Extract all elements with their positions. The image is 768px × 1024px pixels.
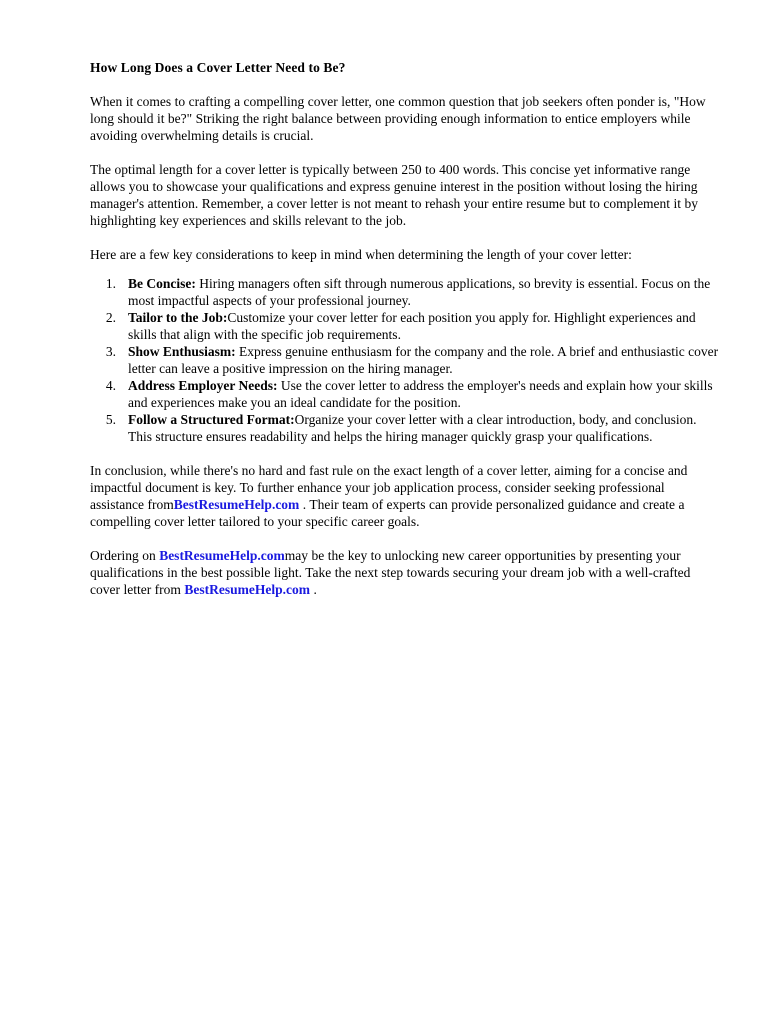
list-item: [90, 275, 722, 309]
considerations-list: [90, 275, 722, 445]
list-item-lead: Show Enthusiasm:: [128, 344, 236, 359]
list-item: [90, 377, 722, 411]
paragraph-optimal-length: The optimal length for a cover letter is typically between 250 to 400 words. This concise yet informative range allows you to showcase your qualifications and express genuine interest in the position without losing the hiring manager's attention. Remember, a cover letter is not meant to rehash your entire resume but to complement it by highlighting key experiences and skills relevant to the job.: [90, 162, 699, 228]
conclusion-text-before-link: In conclusion, while there's no hard and fast rule on the exact length of a cover letter, aiming for a concise and impactful document is key. To further enhance your job application process, consider seeking professional assistance from: [90, 463, 688, 512]
list-item-body: Hiring managers often sift through numerous applications, so brevity is essential. Focus on the most impactful aspects of your professional journey.: [128, 276, 711, 308]
bestresumehelp-link[interactable]: BestResumeHelp.com: [159, 548, 285, 563]
list-item-body: Customize your cover letter for each position you apply for. Highlight experiences and skills that align with the specific job requirements.: [128, 310, 696, 342]
list-item: [90, 309, 722, 343]
list-item-lead: Follow a Structured Format:: [128, 412, 295, 427]
bestresumehelp-link[interactable]: BestResumeHelp.com: [184, 582, 310, 597]
list-item: [90, 411, 722, 445]
list-item-body: Organize your cover letter with a clear introduction, body, and conclusion. This structure ensures readability and helps the hiring manager quickly grasp your qualifications.: [128, 412, 697, 444]
paragraph-ordering: [90, 547, 722, 598]
list-item-body: Express genuine enthusiasm for the company and the role. A brief and enthusiastic cover letter can leave a positive impression on the hiring manager.: [128, 344, 719, 376]
page-title: How Long Does a Cover Letter Need to Be?: [90, 60, 346, 75]
ordering-text-before-link: Ordering on: [90, 548, 160, 563]
list-item-lead: Address Employer Needs:: [128, 378, 278, 393]
bestresumehelp-link[interactable]: BestResumeHelp.com: [173, 497, 300, 512]
list-item-lead: Tailor to the Job:: [128, 310, 228, 325]
paragraph-list-intro: Here are a few key considerations to keep in mind when determining the length of your cover letter:: [90, 247, 632, 262]
list-item-lead: Be Concise:: [128, 276, 196, 291]
list-item-body: Use the cover letter to address the employer's needs and explain how your skills and experiences make you an ideal candidate for the position.: [128, 378, 713, 410]
paragraph-intro: When it comes to crafting a compelling cover letter, one common question that job seekers often ponder is, "How long should it be?" Striking the right balance between providing enough information to entice employers while avoiding overwhelming details is crucial.: [90, 94, 706, 143]
paragraph-conclusion: [90, 462, 722, 530]
list-item: [90, 343, 722, 377]
conclusion-text-after-link: . Their team of experts can provide personalized guidance and create a compelling cover letter tailored to your specific career goals.: [90, 497, 685, 529]
ordering-text-after-link: .: [310, 582, 317, 597]
ordering-text-middle: may be the key to unlocking new career opportunities by presenting your qualifications in the best possible light. Take the next step towards securing your dream job with a well-crafted cover letter from: [90, 548, 691, 597]
document-body: [90, 59, 722, 598]
